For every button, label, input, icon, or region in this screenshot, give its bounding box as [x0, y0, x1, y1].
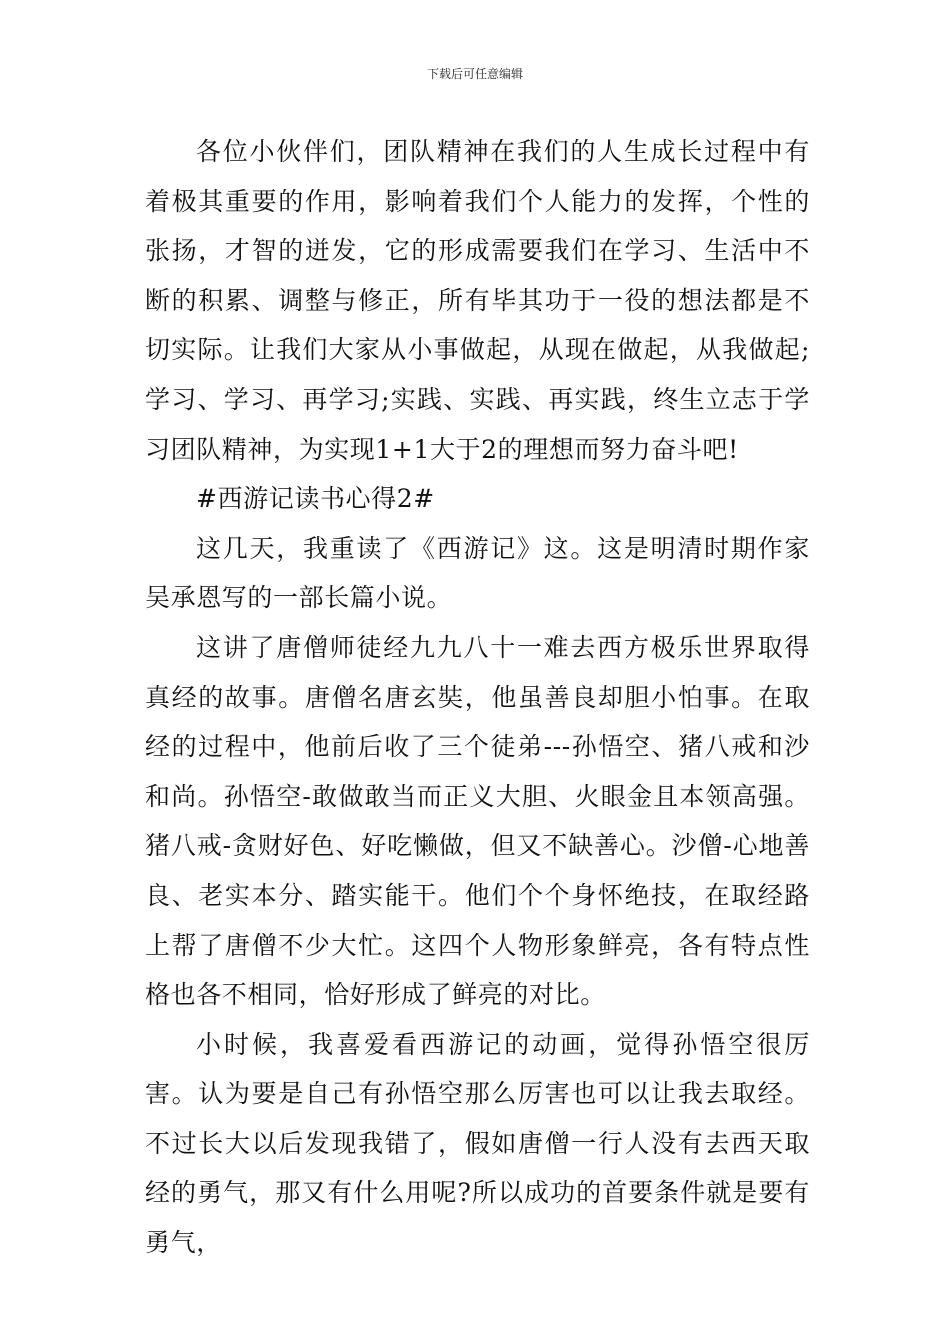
paragraph-story-summary: 这讲了唐僧师徒经九九八十一难去西方极乐世界取得真经的故事。唐僧名唐玄奘，他虽善良却胆小怕事。在取经的过程中，他前后收了三个徒弟---孙悟空、猪八戒和沙和尚。孙悟空-敢做敢当而正义大胆、火眼金且本领高强。猪八戒-贪财好色、好吃懒做，但又不缺善心。沙僧-心地善良、老实本分、踏实能干。他们个个身怀绝技，在取经路上帮了唐僧不少大忙。这四个人物形象鲜亮，各有特点性格也各不相同，恰好形成了鲜亮的对比。 — [145, 632, 810, 1010]
page-header: 下载后可任意编辑 — [426, 67, 523, 81]
paragraph-intro: 这几天，我重读了《西游记》这。这是明清时期作家吴承恩写的一部长篇小说。 — [145, 533, 810, 613]
paragraph-teamwork-conclusion: 各位小伙伴们，团队精神在我们的人生成长过程中有着极其重要的作用，影响着我们个人能力的发挥，个性的张扬，才智的迸发，它的形成需要我们在学习、生活中不断的积累、调整与修正，所有毕其功于一役的想法都是不切实际。让我们大家从小事做起，从现在做起，从我做起;学习、学习、再学习;实践、实践、再实践，终生立志于学习团队精神，为实现1+1大于2的理想而努力奋斗吧! — [145, 137, 810, 464]
section-heading: #西游记读书心得2# — [196, 484, 435, 514]
document-body — [145, 127, 810, 1268]
paragraph-reflection: 小时候，我喜爱看西游记的动画，觉得孙悟空很厉害。认为要是自己有孙悟空那么厉害也可以让我去取经。不过长大以后发现我错了，假如唐僧一行人没有去西天取经的勇气，那又有什么用呢?所以成功的首要条件就是要有勇气， — [145, 1029, 810, 1258]
